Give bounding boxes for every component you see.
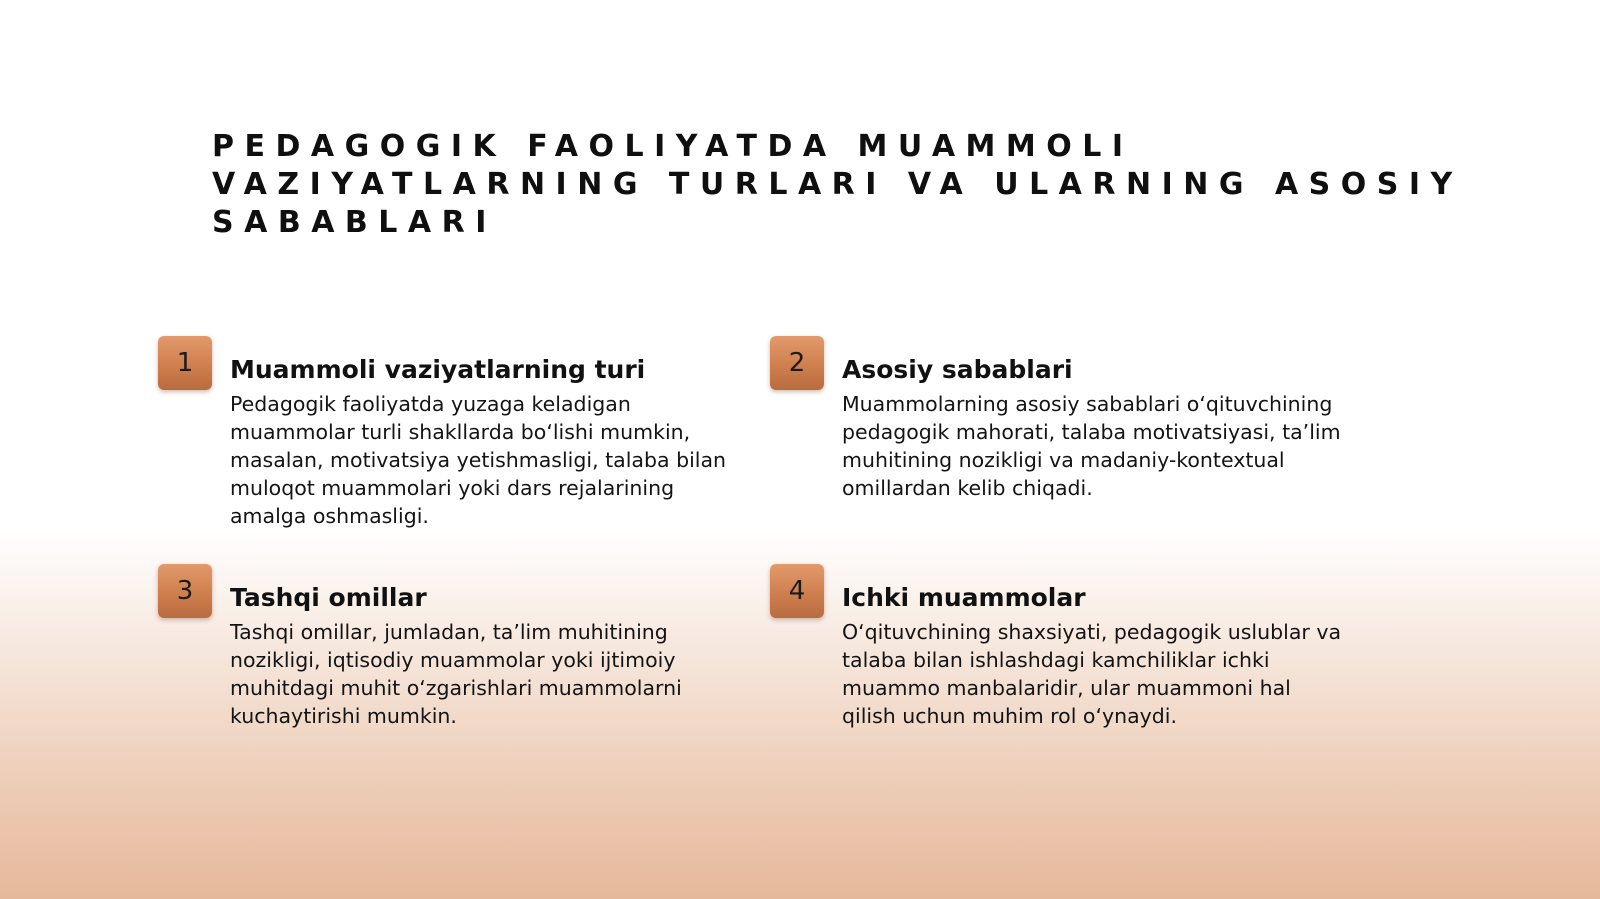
- body-line: muloqot muammolari yoki dars rejalarining: [230, 476, 675, 500]
- item-body: [230, 390, 770, 530]
- item-heading: Tashqi omillar: [230, 583, 427, 612]
- number-badge: 1: [158, 336, 212, 390]
- number-badge: 4: [770, 564, 824, 618]
- item-heading: Muammoli vaziyatlarning turi: [230, 355, 646, 384]
- title-line: VAZIYATLARNING TURLARI VA ULARNING ASOSIY: [212, 167, 1463, 202]
- item-heading: Ichki muammolar: [842, 583, 1086, 612]
- item-heading: Asosiy sabablari: [842, 355, 1073, 384]
- item-body: [842, 618, 1382, 730]
- body-line: muammo manbalaridir, ular muammoni hal: [842, 676, 1291, 700]
- body-line: muhitining nozikligi va madaniy-kontextual: [842, 448, 1285, 472]
- body-line: nozikligi, iqtisodiy muammolar yoki ijtimoiy: [230, 648, 676, 672]
- slide-title: [212, 128, 1512, 242]
- body-line: qilish uchun muhim rol o‘ynaydi.: [842, 704, 1178, 728]
- number-badge: 3: [158, 564, 212, 618]
- body-line: Pedagogik faoliyatda yuzaga keladigan: [230, 392, 631, 416]
- body-line: muhitdagi muhit o‘zgarishlari muammolarni: [230, 676, 682, 700]
- number-badge: 2: [770, 336, 824, 390]
- body-line: kuchaytirishi mumkin.: [230, 704, 457, 728]
- body-line: muammolar turli shakllarda bo‘lishi mumkin,: [230, 420, 691, 444]
- body-line: omillardan kelib chiqadi.: [842, 476, 1093, 500]
- body-line: talaba bilan ishlashdagi kamchiliklar ichki: [842, 648, 1270, 672]
- body-line: amalga oshmasligi.: [230, 504, 429, 528]
- body-line: masalan, motivatsiya yetishmasligi, talaba bilan: [230, 448, 727, 472]
- item-body: [842, 390, 1382, 502]
- title-line: SABABLARI: [212, 205, 497, 240]
- title-line: PEDAGOGIK FAOLIYATDA MUAMMOLI: [212, 129, 1134, 164]
- body-line: Tashqi omillar, jumladan, ta’lim muhitining: [230, 620, 668, 644]
- body-line: pedagogik mahorati, talaba motivatsiyasi, ta’lim: [842, 420, 1341, 444]
- body-line: Muammolarning asosiy sabablari o‘qituvchining: [842, 392, 1333, 416]
- item-body: [230, 618, 770, 730]
- body-line: O‘qituvchining shaxsiyati, pedagogik uslublar va: [842, 620, 1342, 644]
